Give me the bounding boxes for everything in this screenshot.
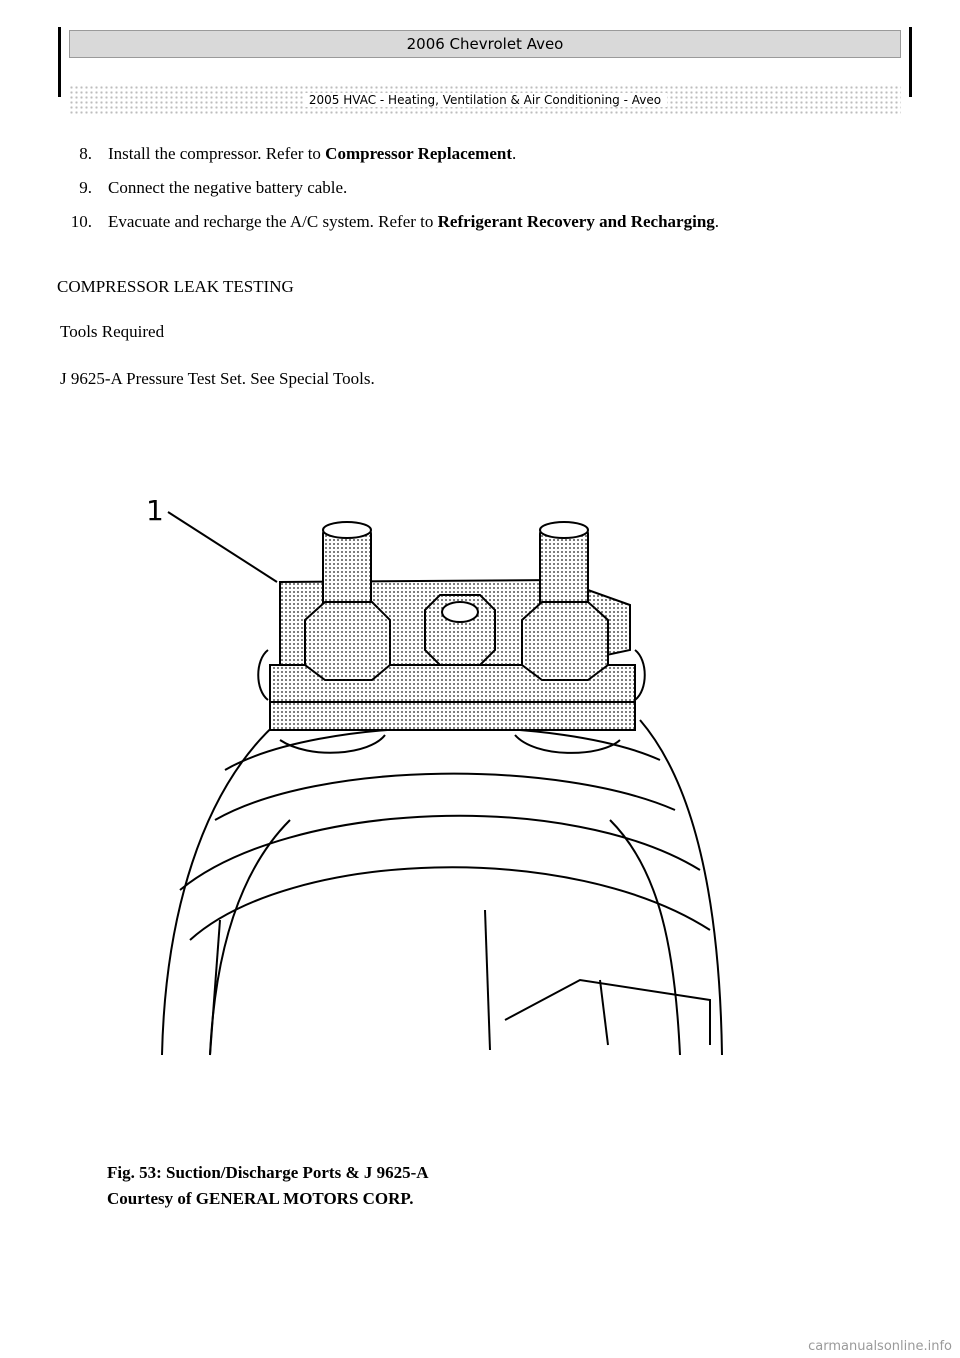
step-link[interactable]: Compressor Replacement bbox=[325, 144, 512, 163]
step-item bbox=[52, 174, 892, 202]
callout-leader bbox=[168, 512, 277, 582]
step-tail: . bbox=[714, 212, 720, 231]
step-item bbox=[52, 208, 892, 236]
vehicle-title: 2006 Chevrolet Aveo bbox=[69, 30, 901, 58]
compressor-band bbox=[215, 774, 675, 820]
compressor-detail-line bbox=[210, 920, 220, 1055]
compressor-body-outline bbox=[610, 820, 680, 1055]
compressor-ports-illustration bbox=[140, 490, 780, 1070]
watermark: carmanualsonline.info bbox=[808, 1339, 952, 1354]
figure-caption bbox=[107, 1160, 429, 1212]
caption-line: Fig. 53: Suction/Discharge Ports & J 9625-A bbox=[107, 1163, 429, 1182]
compressor-body-outline bbox=[162, 720, 280, 1055]
section-subtitle-bar bbox=[69, 85, 901, 115]
section-subtitle: 2005 HVAC - Heating, Ventilation & Air Conditioning - Aveo bbox=[303, 93, 667, 107]
section-title: COMPRESSOR LEAK TESTING bbox=[57, 277, 294, 296]
suction-port-nut bbox=[305, 602, 390, 680]
discharge-port-nut bbox=[522, 602, 608, 680]
compressor-detail-line bbox=[600, 980, 608, 1045]
step-number: 8. bbox=[79, 144, 92, 163]
discharge-port-stud-top bbox=[540, 522, 588, 538]
step-link[interactable]: Refrigerant Recovery and Recharging bbox=[437, 212, 715, 231]
step-text: Install the compressor. Refer to bbox=[108, 144, 326, 163]
procedure-steps bbox=[52, 140, 892, 242]
step-number: 9. bbox=[79, 178, 92, 197]
suction-port-stud-top bbox=[323, 522, 371, 538]
step-tail: . bbox=[511, 144, 517, 163]
tool-line: J 9625-A Pressure Test Set. See Special Tools. bbox=[60, 369, 375, 388]
step-item bbox=[52, 140, 892, 168]
callout-number: 1 bbox=[146, 494, 164, 527]
caption-line: Courtesy of GENERAL MOTORS CORP. bbox=[107, 1189, 414, 1208]
compressor-band bbox=[225, 727, 660, 770]
document-header bbox=[58, 27, 912, 107]
compressor-body-outline bbox=[210, 820, 290, 1055]
step-number: 10. bbox=[70, 212, 92, 231]
step-text: Connect the negative battery cable. bbox=[108, 178, 348, 197]
step-text: Evacuate and recharge the A/C system. Refer to bbox=[108, 212, 438, 231]
compressor-band bbox=[190, 867, 710, 940]
tools-heading: Tools Required bbox=[60, 322, 165, 341]
center-port-top bbox=[442, 602, 478, 622]
compressor-band bbox=[180, 816, 700, 890]
compressor-detail-line bbox=[485, 910, 490, 1050]
